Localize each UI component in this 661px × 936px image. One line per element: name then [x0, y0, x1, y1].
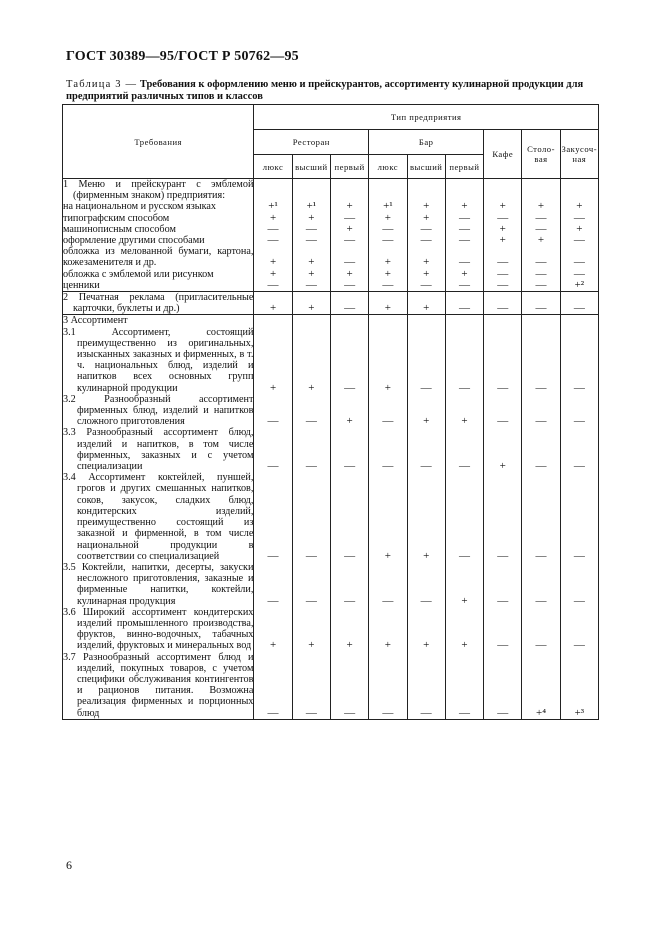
mark-cell: — [484, 327, 522, 394]
mark-cell: — [560, 607, 598, 652]
table-row [63, 246, 599, 268]
mark-cell: + [445, 562, 483, 607]
mark-cell: — [484, 394, 522, 428]
mark-cell: + [407, 394, 445, 428]
mark-cell: — [369, 280, 407, 292]
requirement-text: ценники [63, 279, 100, 291]
page-number: 6 [66, 858, 72, 872]
mark-cell: — [407, 562, 445, 607]
mark-cell: — [560, 427, 598, 472]
requirement-text: обложка с эмблемой или рисунком [63, 268, 214, 280]
mark-cell: + [369, 607, 407, 652]
mark-cell: — [484, 607, 522, 652]
header-type-group: Тип предприятия [254, 105, 599, 130]
mark-cell: — [407, 427, 445, 472]
mark-cell [330, 315, 368, 327]
mark-cell: + [369, 213, 407, 224]
header-class: люкс [369, 155, 407, 179]
mark-cell: — [330, 427, 368, 472]
requirement-text: 3.6 Широкий ассортимент кондитерских изделий промышленного производства, фруктов, винно-водочных, табачных изделий, фруктовых и минеральных вод [63, 606, 254, 652]
mark-cell: — [407, 652, 445, 720]
mark-cell [407, 179, 445, 202]
mark-cell: — [254, 427, 292, 472]
requirements-table [62, 104, 599, 720]
mark-cell: + [407, 292, 445, 315]
header-cafe: Кафе [484, 130, 522, 179]
mark-cell [445, 179, 483, 202]
mark-cell: — [560, 269, 598, 280]
mark-cell: — [369, 235, 407, 246]
requirement-text: 3.7 Разнообразный ассортимент блюд и изделий, покупных товаров, с учетом специфики обслуживания контингентов и рационов питания. Возможна реализация фирменных и порционных блюд [63, 651, 254, 719]
mark-cell: + [369, 269, 407, 280]
mark-cell [369, 315, 407, 327]
mark-cell: + [445, 201, 483, 212]
mark-cell: — [330, 292, 368, 315]
mark-cell: — [369, 652, 407, 720]
mark-cell: + [254, 292, 292, 315]
mark-cell [254, 315, 292, 327]
mark-cell: — [292, 427, 330, 472]
requirement-cell [63, 213, 254, 224]
table-row [63, 652, 599, 720]
mark-cell [292, 315, 330, 327]
mark-cell: — [445, 472, 483, 562]
mark-cell: +³ [560, 652, 598, 720]
mark-cell: — [445, 327, 483, 394]
mark-cell: — [522, 280, 560, 292]
table-row [63, 327, 599, 394]
mark-cell: — [522, 607, 560, 652]
requirement-cell [63, 269, 254, 280]
table-row [63, 280, 599, 292]
mark-cell: + [254, 246, 292, 268]
mark-cell: — [445, 213, 483, 224]
mark-cell: — [484, 269, 522, 280]
requirement-cell [63, 394, 254, 428]
header-class: первый [330, 155, 368, 179]
mark-cell: — [445, 280, 483, 292]
mark-cell: — [254, 652, 292, 720]
table-row [63, 224, 599, 235]
mark-cell: — [484, 562, 522, 607]
document-header: ГОСТ 30389—95/ГОСТ Р 50762—95 [66, 49, 299, 64]
mark-cell: + [445, 607, 483, 652]
mark-cell: — [522, 269, 560, 280]
mark-cell [560, 315, 598, 327]
mark-cell: — [254, 472, 292, 562]
mark-cell: — [522, 224, 560, 235]
mark-cell: — [484, 652, 522, 720]
mark-cell: + [330, 394, 368, 428]
mark-cell: — [369, 394, 407, 428]
requirement-text: 2 Печатная реклама (пригласительные карточки, буклеты и др.) [63, 292, 254, 315]
requirement-text: 3.5 Коктейли, напитки, десерты, закуски несложного приготовления, заказные и фирменные напитки, коктейли, кулинарная продукция [63, 561, 254, 607]
mark-cell: — [560, 394, 598, 428]
requirement-text: 3.2 Разнообразный ассортимент фирменных блюд, изделий и напитков сложного приготовления [63, 393, 254, 428]
mark-cell: — [330, 652, 368, 720]
mark-cell: — [292, 652, 330, 720]
mark-cell: + [254, 607, 292, 652]
requirement-cell [63, 235, 254, 246]
requirement-text: 3.4 Ассортимент коктейлей, пуншей, грогов и других смешанных напитков, соков, закусок, сладких блюд, кондитерских изделий, преимущественно состоящий из заказной и фирменной, в том числе национальной продукции в соответствии со специализацией [63, 472, 254, 562]
mark-cell [407, 315, 445, 327]
mark-cell: — [522, 246, 560, 268]
mark-cell: + [369, 327, 407, 394]
requirement-text: обложка из мелованной бумаги, картона, кожезаменителя и др. [63, 246, 254, 269]
mark-cell: — [330, 280, 368, 292]
header-canteen: Столо-вая [522, 130, 560, 179]
mark-cell: + [407, 201, 445, 212]
mark-cell [445, 315, 483, 327]
mark-cell: — [369, 224, 407, 235]
mark-cell: — [330, 472, 368, 562]
mark-cell: — [560, 327, 598, 394]
mark-cell: — [254, 562, 292, 607]
mark-cell: + [330, 607, 368, 652]
mark-cell: + [407, 213, 445, 224]
mark-cell: +⁴ [522, 652, 560, 720]
mark-cell: — [560, 472, 598, 562]
requirement-cell [63, 292, 254, 315]
mark-cell: + [292, 327, 330, 394]
mark-cell [522, 315, 560, 327]
mark-cell: — [560, 562, 598, 607]
header-restaurant: Ресторан [254, 130, 369, 155]
mark-cell: + [484, 235, 522, 246]
mark-cell: + [330, 224, 368, 235]
mark-cell: + [484, 201, 522, 212]
mark-cell: + [484, 224, 522, 235]
mark-cell: — [522, 292, 560, 315]
mark-cell [560, 179, 598, 202]
mark-cell: — [369, 562, 407, 607]
mark-cell: + [369, 472, 407, 562]
mark-cell [484, 315, 522, 327]
mark-cell: + [522, 201, 560, 212]
mark-cell: — [445, 246, 483, 268]
header-class: первый [445, 155, 483, 179]
mark-cell: +¹ [254, 201, 292, 212]
mark-cell: + [292, 269, 330, 280]
mark-cell: — [522, 472, 560, 562]
mark-cell: — [484, 472, 522, 562]
mark-cell: + [484, 427, 522, 472]
mark-cell: + [292, 607, 330, 652]
requirement-cell [63, 562, 254, 607]
requirement-cell [63, 224, 254, 235]
requirement-cell [63, 427, 254, 472]
mark-cell: — [522, 327, 560, 394]
mark-cell: + [445, 394, 483, 428]
header-class: высший [407, 155, 445, 179]
mark-cell: — [522, 394, 560, 428]
table-row [63, 472, 599, 562]
mark-cell: + [254, 269, 292, 280]
mark-cell: + [407, 246, 445, 268]
mark-cell: — [330, 235, 368, 246]
requirement-cell [63, 652, 254, 720]
mark-cell: — [407, 224, 445, 235]
mark-cell: — [330, 213, 368, 224]
table-row [63, 562, 599, 607]
requirement-text: 3.1 Ассортимент, состоящий преимущественно из оригинальных, изысканных заказных и фирменных, в т. ч. национальных блюд, изделий и напитков всех основных групп кулинарной продукции [63, 326, 254, 394]
mark-cell: — [292, 280, 330, 292]
requirement-cell [63, 472, 254, 562]
table-row [63, 315, 599, 327]
mark-cell: + [254, 327, 292, 394]
mark-cell: +¹ [369, 201, 407, 212]
header-class: люкс [254, 155, 292, 179]
mark-cell [369, 179, 407, 202]
table-caption [66, 79, 606, 102]
requirement-text: 1 Меню и прейскурант с эмблемой (фирменным знаком) предприятия: [63, 179, 254, 202]
mark-cell: — [560, 292, 598, 315]
mark-cell: — [484, 213, 522, 224]
mark-cell: — [407, 235, 445, 246]
mark-cell: + [330, 269, 368, 280]
mark-cell: — [330, 246, 368, 268]
requirement-text: машинописным способом [63, 223, 176, 235]
requirement-cell [63, 315, 254, 327]
mark-cell: — [484, 246, 522, 268]
requirement-cell [63, 607, 254, 652]
mark-cell: — [445, 224, 483, 235]
mark-cell: — [484, 292, 522, 315]
mark-cell: — [560, 235, 598, 246]
requirement-text: на национальном и русском языках [63, 201, 217, 213]
mark-cell: + [407, 269, 445, 280]
mark-cell: — [407, 280, 445, 292]
mark-cell: + [560, 224, 598, 235]
mark-cell: — [292, 562, 330, 607]
requirement-text: оформление другими способами [63, 235, 205, 247]
mark-cell: — [369, 427, 407, 472]
table-row [63, 269, 599, 280]
mark-cell: + [407, 607, 445, 652]
mark-cell [330, 179, 368, 202]
mark-cell: — [445, 235, 483, 246]
mark-cell: — [254, 235, 292, 246]
requirement-text: типографским способом [63, 212, 170, 224]
mark-cell: — [254, 224, 292, 235]
table-row [63, 427, 599, 472]
mark-cell: — [254, 394, 292, 428]
mark-cell: — [560, 213, 598, 224]
header-requirements: Требования [63, 105, 254, 179]
mark-cell: +² [560, 280, 598, 292]
mark-cell: — [445, 292, 483, 315]
mark-cell: — [522, 213, 560, 224]
mark-cell [484, 179, 522, 202]
table-row [63, 292, 599, 315]
requirement-cell [63, 179, 254, 202]
mark-cell: + [254, 213, 292, 224]
mark-cell: — [254, 280, 292, 292]
mark-cell: — [445, 652, 483, 720]
table-row [63, 394, 599, 428]
requirement-text: 3 Ассортимент [63, 315, 128, 327]
mark-cell: — [522, 427, 560, 472]
mark-cell [254, 179, 292, 202]
mark-cell: + [522, 235, 560, 246]
table-caption-label: Таблица 3 — [66, 79, 138, 90]
mark-cell: + [292, 213, 330, 224]
header-bar: Бар [369, 130, 484, 155]
header-class: высший [292, 155, 330, 179]
mark-cell: — [330, 562, 368, 607]
requirement-cell [63, 246, 254, 268]
mark-cell: — [522, 562, 560, 607]
mark-cell: +¹ [292, 201, 330, 212]
mark-cell: — [292, 224, 330, 235]
mark-cell: — [560, 246, 598, 268]
table-row [63, 213, 599, 224]
mark-cell: + [292, 292, 330, 315]
table-caption-title: Требования к оформлению меню и прейскурантов, ассортименту кулинарной продукции для предприятий различных типов и классов [66, 79, 584, 102]
mark-cell: + [292, 246, 330, 268]
mark-cell: + [560, 201, 598, 212]
table-row [63, 607, 599, 652]
mark-cell: — [484, 280, 522, 292]
mark-cell: + [407, 472, 445, 562]
header-snack-bar: Закусоч-ная [560, 130, 598, 179]
mark-cell [292, 179, 330, 202]
mark-cell: — [445, 427, 483, 472]
mark-cell: — [407, 327, 445, 394]
mark-cell [522, 179, 560, 202]
requirement-cell [63, 327, 254, 394]
mark-cell: — [292, 472, 330, 562]
table-row [63, 179, 599, 202]
mark-cell: + [330, 201, 368, 212]
mark-cell: — [292, 235, 330, 246]
requirement-cell [63, 201, 254, 212]
requirement-cell [63, 280, 254, 292]
mark-cell: — [292, 394, 330, 428]
mark-cell: + [369, 292, 407, 315]
requirement-text: 3.3 Разнообразный ассортимент блюд, изделий и напитков, в том числе фирменных, заказных и с учетом специализации [63, 427, 254, 473]
mark-cell: — [330, 327, 368, 394]
mark-cell: + [369, 246, 407, 268]
table-row [63, 201, 599, 212]
mark-cell: + [445, 269, 483, 280]
table-row [63, 235, 599, 246]
